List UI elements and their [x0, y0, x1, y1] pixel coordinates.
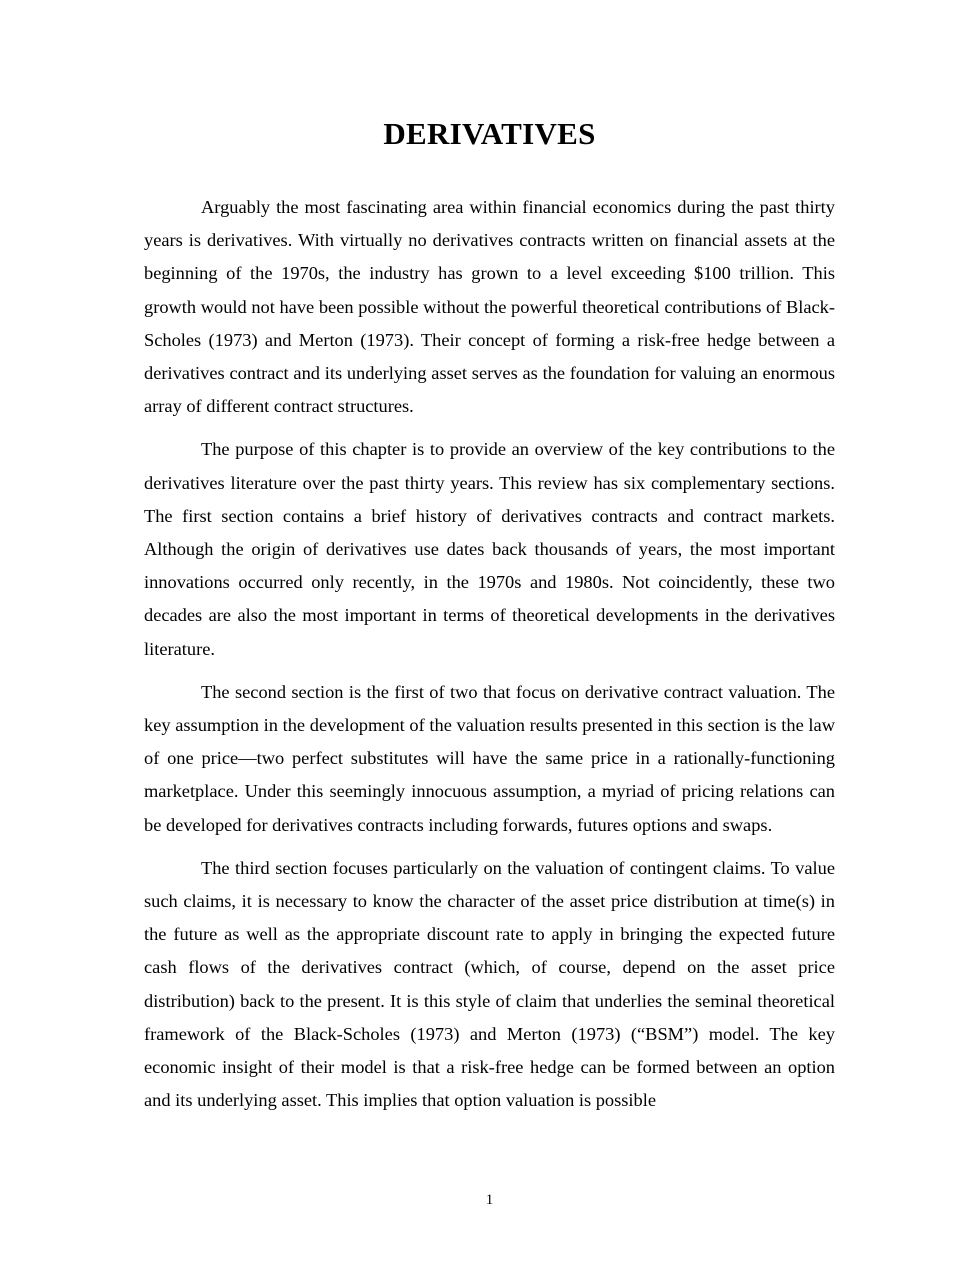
paragraph-2: The purpose of this chapter is to provide an overview of the key contributions to the derivatives literature over the past thirty years. This review has six complementary sections. The first section contains a brief history of derivatives contracts and contract markets. Although the origin of derivatives use dates back thousands of years, the most important innovations occurred only recently, in the 1970s and 1980s. Not coincidently, these two decades are also the most important in terms of theoretical developments in the derivatives literature. — [144, 439, 835, 659]
paragraph-3: The second section is the first of two that focus on derivative contract valuation. The key assumption in the development of the valuation results presented in this section is the law of one price—two perfect substitutes will have the same price in a rationally-functioning marketplace. Under this seemingly innocuous assumption, a myriad of pricing relations can be developed for derivatives contracts including forwards, futures options and swaps. — [144, 681, 835, 835]
body-text — [144, 191, 835, 1127]
paragraph-1: Arguably the most fascinating area within financial economics during the past thirty years is derivatives. With virtually no derivatives contracts written on financial assets at the beginning of the 1970s, the industry has grown to a level exceeding $100 trillion. This growth would not have been possible without the powerful theoretical contributions of Black-Scholes (1973) and Merton (1973). Their concept of forming a risk-free hedge between a derivatives contract and its underlying asset serves as the foundation for valuing an enormous array of different contract structures. — [144, 197, 835, 417]
page-number: 1 — [485, 1192, 494, 1208]
page-title: DERIVATIVES — [383, 116, 596, 151]
paragraph-4: The third section focuses particularly on the valuation of contingent claims. To value such claims, it is necessary to know the character of the asset price distribution at time(s) in the future as well as the appropriate discount rate to apply in bringing the expected future cash flows of the derivatives contract (which, of course, depend on the asset price distribution) back to the present. It is this style of claim that underlies the seminal theoretical framework of the Black-Scholes (1973) and Merton (1973) (“BSM”) model. The key economic insight of their model is that a risk-free hedge can be formed between an option and its underlying asset. This implies that option valuation is possible — [144, 857, 835, 1111]
